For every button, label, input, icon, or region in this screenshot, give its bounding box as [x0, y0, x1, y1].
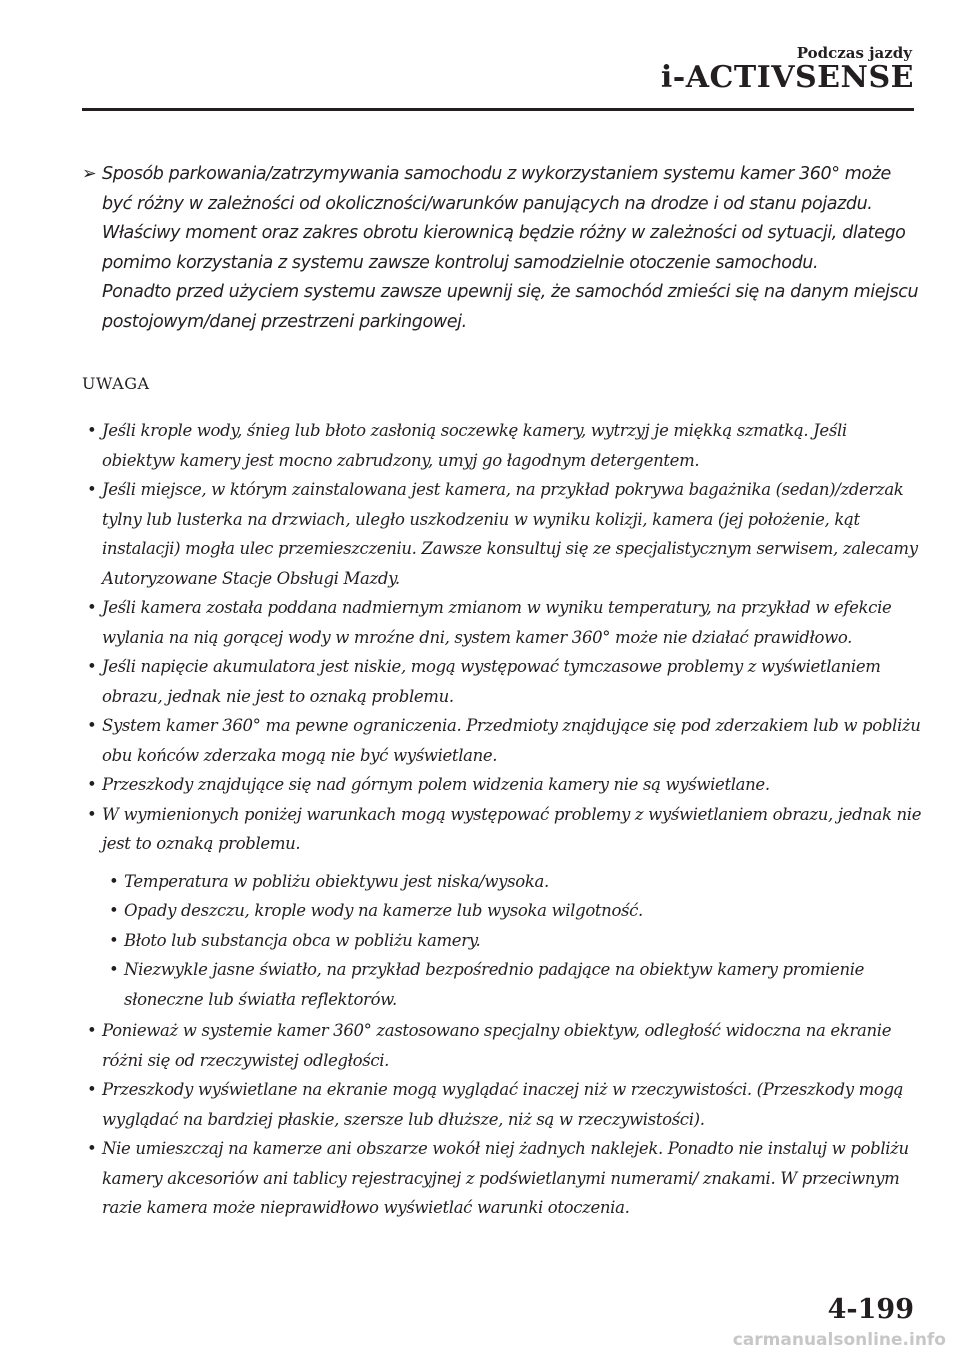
section-name: Podczas jazdy	[796, 44, 912, 62]
bullet-icon: •	[87, 775, 97, 794]
list-item	[82, 416, 922, 475]
bullet-icon: •	[87, 1139, 97, 1158]
list-item	[82, 593, 922, 652]
page-number: 4-199	[827, 1294, 914, 1325]
sub-list-item	[82, 896, 922, 926]
watermark: carmanualsonline.info	[732, 1330, 946, 1350]
list-item-text: Jeśli krople wody, śnieg lub błoto zasłonią soczewkę kamery, wytrzyj je miękką szmatką. Jeśli obiektyw kamery jest mocno zabrudzony, umyj go łagodnym detergentem.	[102, 421, 847, 470]
notice-heading: UWAGA	[82, 374, 150, 393]
sub-list-item-text: Opady deszczu, krople wody na kamerze lub wysoka wilgotność.	[124, 901, 643, 920]
sub-list-item-text: Temperatura w pobliżu obiektywu jest niska/wysoka.	[124, 871, 549, 891]
bullet-icon: •	[109, 960, 119, 979]
list-item-text: Przeszkody znajdujące się nad górnym polem widzenia kamery nie są wyświetlane.	[102, 775, 770, 794]
sub-list-item-text: Błoto lub substancja obca w pobliżu kamery.	[124, 930, 481, 950]
list-item	[82, 711, 922, 770]
bullet-icon: •	[109, 871, 119, 891]
notice-list	[82, 416, 922, 1223]
sub-list-item-text: Niezwykle jasne światło, na przykład bezpośrednio padające na obiektyw kamery promienie słoneczne lub światła reflektorów.	[124, 960, 865, 1009]
chapter-title: i-ACTIVSENSE	[660, 60, 914, 95]
list-item	[82, 652, 922, 711]
bullet-icon: •	[87, 421, 97, 440]
list-item-text: Jeśli miejsce, w którym zainstalowana jest kamera, na przykład pokrywa bagażnika (sedan)/zderzak tylny lub lusterka na drzwiach, uległo uszkodzeniu w wyniku kolizji, kamera (jej położenie, kąt instalacji) mogła ulec przemieszczeniu. Zawsze konsultuj się ze specjalistycznym serwisem, zalecamy Autoryzowane Stacje Obsługi Mazdy.	[102, 480, 918, 588]
bullet-icon: •	[87, 1080, 97, 1099]
list-item	[82, 1016, 922, 1075]
bullet-icon: •	[109, 901, 119, 920]
list-item	[82, 475, 922, 593]
bullet-icon: •	[87, 1021, 97, 1040]
bullet-icon: •	[87, 716, 97, 735]
bullet-icon: •	[87, 804, 97, 824]
bullet-icon: •	[87, 657, 97, 676]
sub-list-item	[82, 926, 922, 956]
list-item-text: System kamer 360° ma pewne ograniczenia. Przedmioty znajdujące się pod zderzakiem lub w pobliżu obu końców zderzaka mogą nie być wyświetlane.	[102, 716, 921, 765]
arrow-marker-icon: ➢	[82, 164, 97, 184]
intro-paragraph: Ponadto przed użyciem systemu zawsze upewnij się, że samochód zmieści się na danym miejscu postojowym/danej przestrzeni parkingowej.	[102, 282, 919, 332]
list-item-text: Przeszkody wyświetlane na ekranie mogą wyglądać inaczej niż w rzeczywistości. (Przeszkody mogą wyglądać na bardziej płaskie, szersze lub dłuższe, niż są w rzeczywistości).	[102, 1080, 904, 1129]
sub-list-item	[82, 867, 922, 897]
header-divider	[82, 108, 914, 111]
list-item	[82, 1075, 922, 1134]
bullet-icon: •	[109, 930, 119, 950]
list-item-text: Jeśli kamera została poddana nadmiernym zmianom w wyniku temperatury, na przykład w efekcie wylania na nią gorącej wody w mroźne dni, system kamer 360° może nie działać prawidłowo.	[102, 598, 892, 647]
list-item	[82, 770, 922, 800]
sub-list-item	[82, 955, 922, 1014]
list-item	[82, 1134, 922, 1223]
bullet-icon: •	[87, 480, 97, 499]
list-item-text: Ponieważ w systemie kamer 360° zastosowano specjalny obiektyw, odległość widoczna na ekranie różni się od rzeczywistej odległości.	[102, 1021, 892, 1070]
list-item	[82, 800, 922, 859]
intro-paragraph: Sposób parkowania/zatrzymywania samochodu z wykorzystaniem systemu kamer 360° może być różny w zależności od okoliczności/warunków panujących na drodze i od stanu pojazdu. Właściwy moment oraz zakres obrotu kierownicą będzie różny w zależności od sytuacji, dlatego pomimo korzystania z systemu zawsze kontroluj samodzielnie otoczenie samochodu.	[102, 164, 906, 273]
intro-note	[82, 160, 922, 337]
list-item-text: W wymienionych poniżej warunkach mogą występować problemy z wyświetlaniem obrazu, jednak nie jest to oznaką problemu.	[102, 804, 922, 853]
list-item-text: Nie umieszczaj na kamerze ani obszarze wokół niej żadnych naklejek. Ponadto nie instaluj w pobliżu kamery akcesoriów ani tablicy rejestracyjnej z podświetlanymi numerami/ znakami. W przeciwnym razie kamera może nieprawidłowo wyświetlać warunki otoczenia.	[102, 1139, 909, 1217]
condition-sublist	[82, 867, 922, 1015]
list-item-text: Jeśli napięcie akumulatora jest niskie, mogą występować tymczasowe problemy z wyświetlaniem obrazu, jednak nie jest to oznaką problemu.	[102, 657, 881, 706]
bullet-icon: •	[87, 598, 97, 617]
